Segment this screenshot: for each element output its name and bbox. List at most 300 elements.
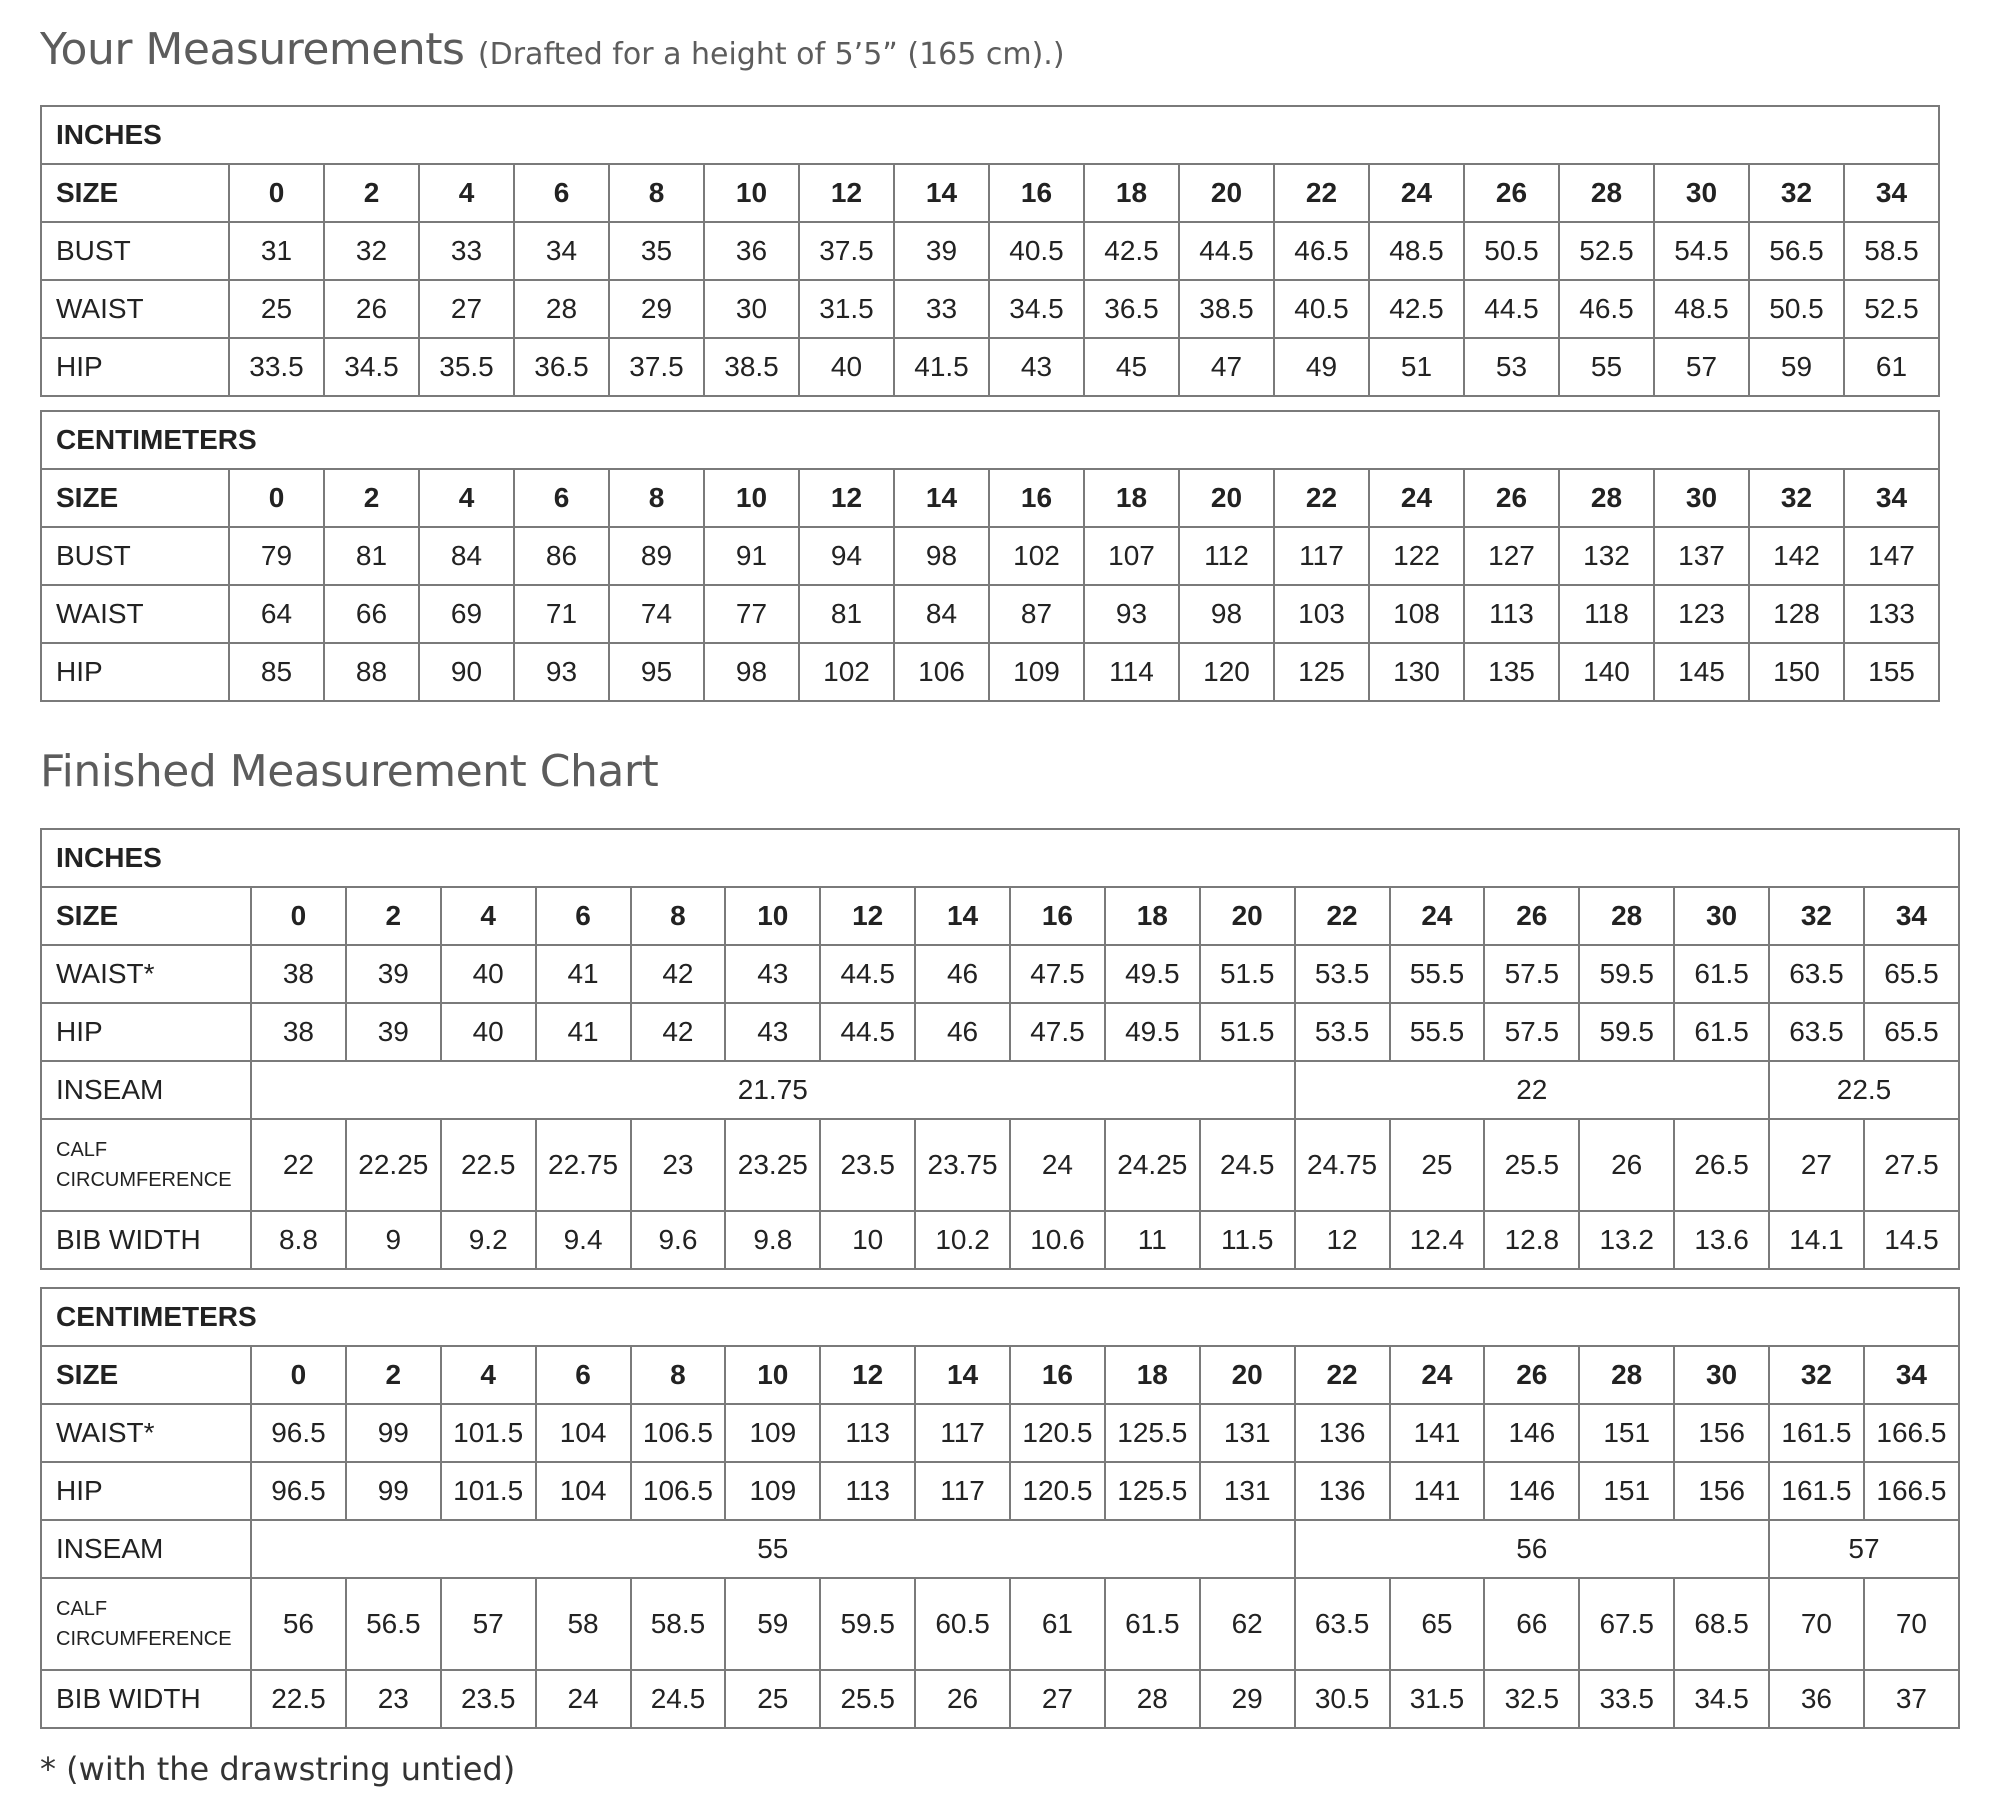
- size-cell: 0: [229, 469, 324, 527]
- size-cell: 34: [1844, 164, 1939, 222]
- value-cell: 10.6: [1010, 1211, 1105, 1269]
- size-cell: 16: [989, 164, 1084, 222]
- value-cell: 40: [441, 1003, 536, 1061]
- value-cell: 9.4: [536, 1211, 631, 1269]
- row-label: WAIST*: [41, 945, 251, 1003]
- value-cell: 125.5: [1105, 1462, 1200, 1520]
- value-cell: 47.5: [1010, 1003, 1105, 1061]
- size-cell: 10: [704, 469, 799, 527]
- value-cell: 131: [1200, 1462, 1295, 1520]
- value-cell: 23: [346, 1670, 441, 1728]
- row-label: HIP: [41, 1003, 251, 1061]
- calf-label-line2: CIRCUMFERENCE: [56, 1169, 232, 1191]
- value-cell: 30.5: [1295, 1670, 1390, 1728]
- size-cell: 22: [1274, 164, 1369, 222]
- waist-row: [41, 1404, 1959, 1462]
- value-cell: 161.5: [1769, 1462, 1864, 1520]
- size-cell: 20: [1179, 164, 1274, 222]
- value-cell: 91: [704, 527, 799, 585]
- row-label: BIB WIDTH: [41, 1211, 251, 1269]
- value-cell: 44.5: [820, 1003, 915, 1061]
- value-cell: 47: [1179, 338, 1274, 396]
- value-cell: 125.5: [1105, 1404, 1200, 1462]
- row-label: INSEAM: [41, 1520, 251, 1578]
- value-cell: 107: [1084, 527, 1179, 585]
- value-cell: 104: [536, 1404, 631, 1462]
- value-cell: 52.5: [1559, 222, 1654, 280]
- value-cell: 93: [514, 643, 609, 701]
- size-label: SIZE: [41, 1346, 251, 1404]
- value-cell: 31: [229, 222, 324, 280]
- value-cell: 74: [609, 585, 704, 643]
- value-cell: 56: [251, 1578, 346, 1670]
- size-cell: 22: [1274, 469, 1369, 527]
- value-cell: 99: [346, 1462, 441, 1520]
- size-row: [41, 1346, 1959, 1404]
- finished-inches-table: [40, 828, 1960, 1270]
- value-cell: 59.5: [1579, 1003, 1674, 1061]
- size-cell: 14: [894, 469, 989, 527]
- value-cell: 43: [725, 945, 820, 1003]
- finished-cm-table: [40, 1287, 1960, 1729]
- value-cell: 50.5: [1464, 222, 1559, 280]
- value-cell: 34.5: [989, 280, 1084, 338]
- value-cell: 63.5: [1769, 945, 1864, 1003]
- hip-row: [41, 643, 1939, 701]
- value-cell: 133: [1844, 585, 1939, 643]
- size-cell: 16: [1010, 887, 1105, 945]
- value-cell: 55.5: [1390, 1003, 1485, 1061]
- size-cell: 28: [1559, 469, 1654, 527]
- bib-width-row: [41, 1211, 1959, 1269]
- value-cell: 50.5: [1749, 280, 1844, 338]
- value-cell: 43: [725, 1003, 820, 1061]
- value-cell: 135: [1464, 643, 1559, 701]
- size-cell: 4: [419, 164, 514, 222]
- size-cell: 24: [1369, 164, 1464, 222]
- value-cell: 31.5: [799, 280, 894, 338]
- value-cell: 59.5: [820, 1578, 915, 1670]
- value-cell: 52.5: [1844, 280, 1939, 338]
- value-cell: 10: [820, 1211, 915, 1269]
- value-cell: 24: [1010, 1119, 1105, 1211]
- waist-row: [41, 945, 1959, 1003]
- finished-measurement-title: Finished Measurement Chart: [40, 746, 659, 797]
- value-cell: 59.5: [1579, 945, 1674, 1003]
- size-cell: 8: [609, 469, 704, 527]
- value-cell: 49.5: [1105, 945, 1200, 1003]
- value-cell: 145: [1654, 643, 1749, 701]
- drawstring-footnote: * (with the drawstring untied): [40, 1750, 516, 1788]
- your-measurements-title-text: Your Measurements: [40, 24, 465, 75]
- value-cell: 22.5: [251, 1670, 346, 1728]
- value-cell: 36: [704, 222, 799, 280]
- value-cell: 71: [514, 585, 609, 643]
- value-cell: 24.5: [1200, 1119, 1295, 1211]
- value-cell: 94: [799, 527, 894, 585]
- value-cell: 64: [229, 585, 324, 643]
- value-cell: 14.1: [1769, 1211, 1864, 1269]
- value-cell: 128: [1749, 585, 1844, 643]
- value-cell: 65.5: [1864, 945, 1959, 1003]
- value-cell: 27: [419, 280, 514, 338]
- value-cell: 55: [1559, 338, 1654, 396]
- value-cell: 43: [989, 338, 1084, 396]
- value-cell: 140: [1559, 643, 1654, 701]
- value-cell: 48.5: [1654, 280, 1749, 338]
- value-cell: 12: [1295, 1211, 1390, 1269]
- value-cell: 53: [1464, 338, 1559, 396]
- value-cell: 8.8: [251, 1211, 346, 1269]
- value-cell: 141: [1390, 1404, 1485, 1462]
- size-cell: 12: [799, 469, 894, 527]
- inseam-value: 55: [251, 1520, 1295, 1578]
- height-note: (Drafted for a height of 5’5” (165 cm).): [477, 37, 1065, 72]
- value-cell: 37: [1864, 1670, 1959, 1728]
- value-cell: 25.5: [1484, 1119, 1579, 1211]
- size-row: [41, 469, 1939, 527]
- value-cell: 106.5: [631, 1404, 726, 1462]
- size-cell: 8: [631, 887, 726, 945]
- value-cell: 63.5: [1295, 1578, 1390, 1670]
- size-cell: 30: [1654, 469, 1749, 527]
- size-cell: 26: [1464, 469, 1559, 527]
- size-cell: 2: [346, 887, 441, 945]
- value-cell: 24.75: [1295, 1119, 1390, 1211]
- value-cell: 61.5: [1674, 1003, 1769, 1061]
- inseam-row: [41, 1520, 1959, 1578]
- value-cell: 26: [324, 280, 419, 338]
- value-cell: 101.5: [441, 1462, 536, 1520]
- value-cell: 29: [1200, 1670, 1295, 1728]
- value-cell: 25: [1390, 1119, 1485, 1211]
- value-cell: 166.5: [1864, 1462, 1959, 1520]
- value-cell: 69: [419, 585, 514, 643]
- size-cell: 34: [1844, 469, 1939, 527]
- value-cell: 96.5: [251, 1404, 346, 1462]
- value-cell: 117: [915, 1462, 1010, 1520]
- value-cell: 63.5: [1769, 1003, 1864, 1061]
- size-cell: 24: [1369, 469, 1464, 527]
- value-cell: 155: [1844, 643, 1939, 701]
- unit-header: CENTIMETERS: [41, 411, 1939, 469]
- size-cell: 12: [820, 887, 915, 945]
- value-cell: 120.5: [1010, 1404, 1105, 1462]
- size-cell: 26: [1464, 164, 1559, 222]
- value-cell: 36.5: [1084, 280, 1179, 338]
- value-cell: 12.8: [1484, 1211, 1579, 1269]
- value-cell: 130: [1369, 643, 1464, 701]
- value-cell: 14.5: [1864, 1211, 1959, 1269]
- value-cell: 89: [609, 527, 704, 585]
- value-cell: 117: [1274, 527, 1369, 585]
- value-cell: 137: [1654, 527, 1749, 585]
- value-cell: 161.5: [1769, 1404, 1864, 1462]
- value-cell: 13.6: [1674, 1211, 1769, 1269]
- value-cell: 147: [1844, 527, 1939, 585]
- value-cell: 30: [704, 280, 799, 338]
- row-label: BUST: [41, 527, 229, 585]
- value-cell: 25: [229, 280, 324, 338]
- value-cell: 42.5: [1084, 222, 1179, 280]
- size-cell: 18: [1105, 887, 1200, 945]
- value-cell: 117: [915, 1404, 1010, 1462]
- value-cell: 55.5: [1390, 945, 1485, 1003]
- value-cell: 31.5: [1390, 1670, 1485, 1728]
- size-cell: 6: [514, 469, 609, 527]
- value-cell: 98: [894, 527, 989, 585]
- size-cell: 18: [1105, 1346, 1200, 1404]
- value-cell: 22.75: [536, 1119, 631, 1211]
- value-cell: 53.5: [1295, 945, 1390, 1003]
- value-cell: 166.5: [1864, 1404, 1959, 1462]
- value-cell: 61: [1010, 1578, 1105, 1670]
- size-cell: 14: [894, 164, 989, 222]
- row-label: WAIST*: [41, 1404, 251, 1462]
- value-cell: 96.5: [251, 1462, 346, 1520]
- value-cell: 118: [1559, 585, 1654, 643]
- size-cell: 2: [346, 1346, 441, 1404]
- hip-row: [41, 1003, 1959, 1061]
- value-cell: 10.2: [915, 1211, 1010, 1269]
- inseam-value: 22.5: [1769, 1061, 1959, 1119]
- inseam-value: 57: [1769, 1520, 1959, 1578]
- value-cell: 150: [1749, 643, 1844, 701]
- size-cell: 10: [704, 164, 799, 222]
- size-cell: 32: [1769, 887, 1864, 945]
- value-cell: 48.5: [1369, 222, 1464, 280]
- value-cell: 33.5: [229, 338, 324, 396]
- size-cell: 10: [725, 1346, 820, 1404]
- size-cell: 20: [1200, 1346, 1295, 1404]
- value-cell: 33: [894, 280, 989, 338]
- value-cell: 22.25: [346, 1119, 441, 1211]
- value-cell: 23.5: [820, 1119, 915, 1211]
- size-cell: 12: [799, 164, 894, 222]
- value-cell: 66: [1484, 1578, 1579, 1670]
- size-cell: 26: [1484, 887, 1579, 945]
- size-cell: 16: [1010, 1346, 1105, 1404]
- value-cell: 112: [1179, 527, 1274, 585]
- value-cell: 56.5: [1749, 222, 1844, 280]
- row-label: WAIST: [41, 585, 229, 643]
- size-cell: 14: [915, 1346, 1010, 1404]
- value-cell: 68.5: [1674, 1578, 1769, 1670]
- value-cell: 122: [1369, 527, 1464, 585]
- calf-row: [41, 1119, 1959, 1211]
- size-cell: 8: [609, 164, 704, 222]
- size-cell: 32: [1749, 164, 1844, 222]
- value-cell: 34.5: [1674, 1670, 1769, 1728]
- value-cell: 40.5: [1274, 280, 1369, 338]
- value-cell: 51.5: [1200, 945, 1295, 1003]
- value-cell: 79: [229, 527, 324, 585]
- value-cell: 81: [324, 527, 419, 585]
- value-cell: 101.5: [441, 1404, 536, 1462]
- calf-label-line2: CIRCUMFERENCE: [56, 1628, 232, 1650]
- size-cell: 18: [1084, 164, 1179, 222]
- bust-row: [41, 527, 1939, 585]
- value-cell: 151: [1579, 1404, 1674, 1462]
- value-cell: 127: [1464, 527, 1559, 585]
- value-cell: 33: [419, 222, 514, 280]
- size-cell: 34: [1864, 1346, 1959, 1404]
- calf-label-line1: CALF: [56, 1598, 108, 1620]
- value-cell: 58.5: [631, 1578, 726, 1670]
- size-cell: 16: [989, 469, 1084, 527]
- value-cell: 57: [441, 1578, 536, 1670]
- value-cell: 90: [419, 643, 514, 701]
- value-cell: 132: [1559, 527, 1654, 585]
- size-cell: 32: [1749, 469, 1844, 527]
- value-cell: 131: [1200, 1404, 1295, 1462]
- value-cell: 151: [1579, 1462, 1674, 1520]
- value-cell: 41: [536, 1003, 631, 1061]
- value-cell: 58: [536, 1578, 631, 1670]
- value-cell: 32.5: [1484, 1670, 1579, 1728]
- size-row: [41, 164, 1939, 222]
- row-label: HIP: [41, 338, 229, 396]
- hip-row: [41, 1462, 1959, 1520]
- value-cell: 57.5: [1484, 945, 1579, 1003]
- value-cell: 44.5: [1179, 222, 1274, 280]
- value-cell: 22: [251, 1119, 346, 1211]
- size-label: SIZE: [41, 164, 229, 222]
- value-cell: 41.5: [894, 338, 989, 396]
- value-cell: 46.5: [1559, 280, 1654, 338]
- value-cell: 12.4: [1390, 1211, 1485, 1269]
- calf-row: [41, 1578, 1959, 1670]
- value-cell: 123: [1654, 585, 1749, 643]
- value-cell: 23: [631, 1119, 726, 1211]
- value-cell: 81: [799, 585, 894, 643]
- size-cell: 0: [251, 887, 346, 945]
- value-cell: 57: [1654, 338, 1749, 396]
- value-cell: 84: [894, 585, 989, 643]
- value-cell: 141: [1390, 1462, 1485, 1520]
- size-label: SIZE: [41, 887, 251, 945]
- value-cell: 25: [725, 1670, 820, 1728]
- value-cell: 104: [536, 1462, 631, 1520]
- size-cell: 0: [251, 1346, 346, 1404]
- value-cell: 23.5: [441, 1670, 536, 1728]
- value-cell: 86: [514, 527, 609, 585]
- value-cell: 93: [1084, 585, 1179, 643]
- value-cell: 45: [1084, 338, 1179, 396]
- size-cell: 18: [1084, 469, 1179, 527]
- size-cell: 6: [514, 164, 609, 222]
- value-cell: 46: [915, 1003, 1010, 1061]
- size-cell: 4: [419, 469, 514, 527]
- value-cell: 56.5: [346, 1578, 441, 1670]
- size-cell: 6: [536, 887, 631, 945]
- value-cell: 35: [609, 222, 704, 280]
- hip-row: [41, 338, 1939, 396]
- row-label: BIB WIDTH: [41, 1670, 251, 1728]
- value-cell: 28: [1105, 1670, 1200, 1728]
- value-cell: 146: [1484, 1404, 1579, 1462]
- size-row: [41, 887, 1959, 945]
- bib-width-row: [41, 1670, 1959, 1728]
- size-cell: 24: [1390, 887, 1485, 945]
- size-label: SIZE: [41, 469, 229, 527]
- value-cell: 33.5: [1579, 1670, 1674, 1728]
- your-measurements-cm-table: [40, 410, 1940, 702]
- value-cell: 49.5: [1105, 1003, 1200, 1061]
- value-cell: 77: [704, 585, 799, 643]
- value-cell: 27: [1769, 1119, 1864, 1211]
- value-cell: 85: [229, 643, 324, 701]
- value-cell: 40: [441, 945, 536, 1003]
- value-cell: 9.8: [725, 1211, 820, 1269]
- value-cell: 57.5: [1484, 1003, 1579, 1061]
- value-cell: 106.5: [631, 1462, 726, 1520]
- value-cell: 61.5: [1105, 1578, 1200, 1670]
- size-cell: 30: [1674, 1346, 1769, 1404]
- value-cell: 9: [346, 1211, 441, 1269]
- value-cell: 113: [820, 1462, 915, 1520]
- size-cell: 4: [441, 887, 536, 945]
- row-label: BUST: [41, 222, 229, 280]
- row-label: HIP: [41, 643, 229, 701]
- value-cell: 146: [1484, 1462, 1579, 1520]
- value-cell: 60.5: [915, 1578, 1010, 1670]
- size-cell: 28: [1579, 1346, 1674, 1404]
- size-cell: 10: [725, 887, 820, 945]
- bust-row: [41, 222, 1939, 280]
- size-cell: 0: [229, 164, 324, 222]
- value-cell: 26.5: [1674, 1119, 1769, 1211]
- value-cell: 66: [324, 585, 419, 643]
- value-cell: 98: [1179, 585, 1274, 643]
- value-cell: 95: [609, 643, 704, 701]
- size-cell: 28: [1579, 887, 1674, 945]
- value-cell: 39: [346, 945, 441, 1003]
- value-cell: 103: [1274, 585, 1369, 643]
- value-cell: 62: [1200, 1578, 1295, 1670]
- value-cell: 38: [251, 945, 346, 1003]
- unit-header: CENTIMETERS: [41, 1288, 1959, 1346]
- value-cell: 47.5: [1010, 945, 1105, 1003]
- value-cell: 67.5: [1579, 1578, 1674, 1670]
- value-cell: 25.5: [820, 1670, 915, 1728]
- value-cell: 40.5: [989, 222, 1084, 280]
- value-cell: 39: [894, 222, 989, 280]
- value-cell: 70: [1769, 1578, 1864, 1670]
- value-cell: 9.2: [441, 1211, 536, 1269]
- size-cell: 34: [1864, 887, 1959, 945]
- size-cell: 4: [441, 1346, 536, 1404]
- value-cell: 120: [1179, 643, 1274, 701]
- inseam-value: 56: [1295, 1520, 1769, 1578]
- waist-row: [41, 280, 1939, 338]
- value-cell: 125: [1274, 643, 1369, 701]
- value-cell: 11.5: [1200, 1211, 1295, 1269]
- value-cell: 35.5: [419, 338, 514, 396]
- value-cell: 36: [1769, 1670, 1864, 1728]
- size-cell: 22: [1295, 887, 1390, 945]
- value-cell: 53.5: [1295, 1003, 1390, 1061]
- value-cell: 24.5: [631, 1670, 726, 1728]
- value-cell: 27: [1010, 1670, 1105, 1728]
- row-label: WAIST: [41, 280, 229, 338]
- value-cell: 23.75: [915, 1119, 1010, 1211]
- value-cell: 44.5: [1464, 280, 1559, 338]
- value-cell: 13.2: [1579, 1211, 1674, 1269]
- size-cell: 2: [324, 469, 419, 527]
- value-cell: 84: [419, 527, 514, 585]
- inseam-row: [41, 1061, 1959, 1119]
